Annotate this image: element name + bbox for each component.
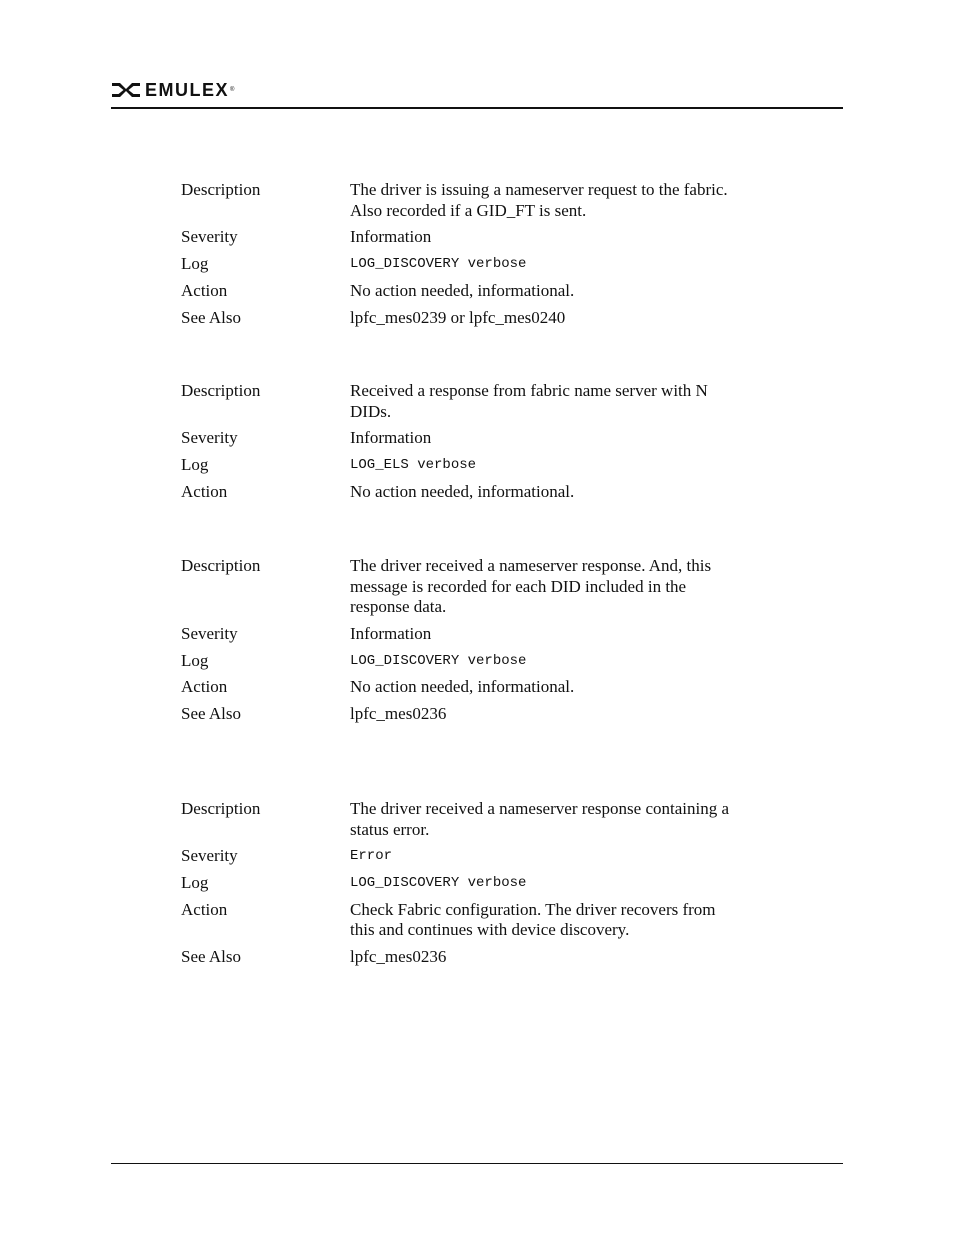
row-label: See Also — [181, 704, 241, 724]
row-label: Description — [181, 556, 261, 575]
row-label: Action — [181, 899, 228, 919]
row-label: Action — [181, 280, 228, 300]
entry-row — [181, 227, 741, 248]
row-label: Log — [181, 254, 209, 274]
entry-row — [181, 651, 741, 672]
row-label: See Also — [181, 307, 241, 327]
row-value: lpfc_mes0236 — [350, 704, 447, 724]
footer-rule — [111, 1163, 843, 1164]
row-label: Severity — [181, 623, 238, 643]
row-value: Information — [350, 227, 432, 247]
entry-row — [181, 846, 741, 867]
row-label: Action — [181, 677, 228, 697]
brand-name: EMULEX — [145, 80, 230, 100]
entry-row — [181, 799, 741, 840]
message-entry — [181, 381, 741, 502]
row-value: No action needed, informational. — [350, 481, 575, 501]
header-logo — [111, 80, 234, 100]
entry-row — [181, 482, 741, 503]
row-label: Description — [181, 381, 261, 400]
row-value: LOG_DISCOVERY verbose — [350, 652, 527, 669]
row-label: Severity — [181, 227, 238, 247]
entry-row — [181, 381, 741, 422]
entry-row — [181, 704, 741, 725]
row-label: Log — [181, 650, 209, 670]
emulex-logo-icon — [111, 81, 141, 99]
row-label: Severity — [181, 428, 238, 448]
row-value: The driver received a nameserver response. And, this message is recorded for each DID included in the response data. — [350, 556, 712, 616]
row-label: Log — [181, 873, 209, 893]
entry-row — [181, 308, 741, 329]
row-label: Log — [181, 455, 209, 475]
row-value: LOG_DISCOVERY verbose — [350, 256, 527, 273]
row-label: Action — [181, 481, 228, 501]
row-value: The driver received a nameserver response containing a status error. — [350, 799, 730, 839]
entry-row — [181, 873, 741, 894]
row-label: See Also — [181, 947, 241, 967]
entry-row — [181, 254, 741, 275]
row-value: Check Fabric configuration. The driver recovers from this and continues with device discovery. — [350, 899, 716, 940]
row-label: Description — [181, 799, 261, 818]
row-value: Received a response from fabric name server with N DIDs. — [350, 381, 708, 421]
row-value: Error — [350, 848, 393, 865]
row-value: Information — [350, 623, 432, 643]
row-value: No action needed, informational. — [350, 280, 575, 300]
row-value: LOG_DISCOVERY verbose — [350, 875, 527, 892]
entry-row — [181, 900, 741, 941]
header-rule — [111, 107, 843, 109]
entry-row — [181, 624, 741, 645]
entry-row — [181, 455, 741, 476]
entry-row — [181, 281, 741, 302]
row-value: lpfc_mes0236 — [350, 947, 447, 967]
trademark-symbol: ® — [230, 87, 235, 93]
message-entry — [181, 556, 741, 725]
entry-row — [181, 180, 741, 221]
message-entry — [181, 180, 741, 328]
entry-row — [181, 556, 741, 618]
row-value: The driver is issuing a nameserver request to the fabric. Also recorded if a GID_FT is sent. — [350, 180, 728, 220]
entry-row — [181, 428, 741, 449]
row-value: lpfc_mes0239 or lpfc_mes0240 — [350, 307, 566, 327]
row-value: No action needed, informational. — [350, 677, 575, 697]
row-label: Severity — [181, 846, 238, 866]
row-value: Information — [350, 428, 432, 448]
entry-row — [181, 947, 741, 968]
row-value: LOG_ELS verbose — [350, 457, 477, 474]
message-entry — [181, 799, 741, 968]
row-label: Description — [181, 180, 261, 199]
entry-row — [181, 677, 741, 698]
